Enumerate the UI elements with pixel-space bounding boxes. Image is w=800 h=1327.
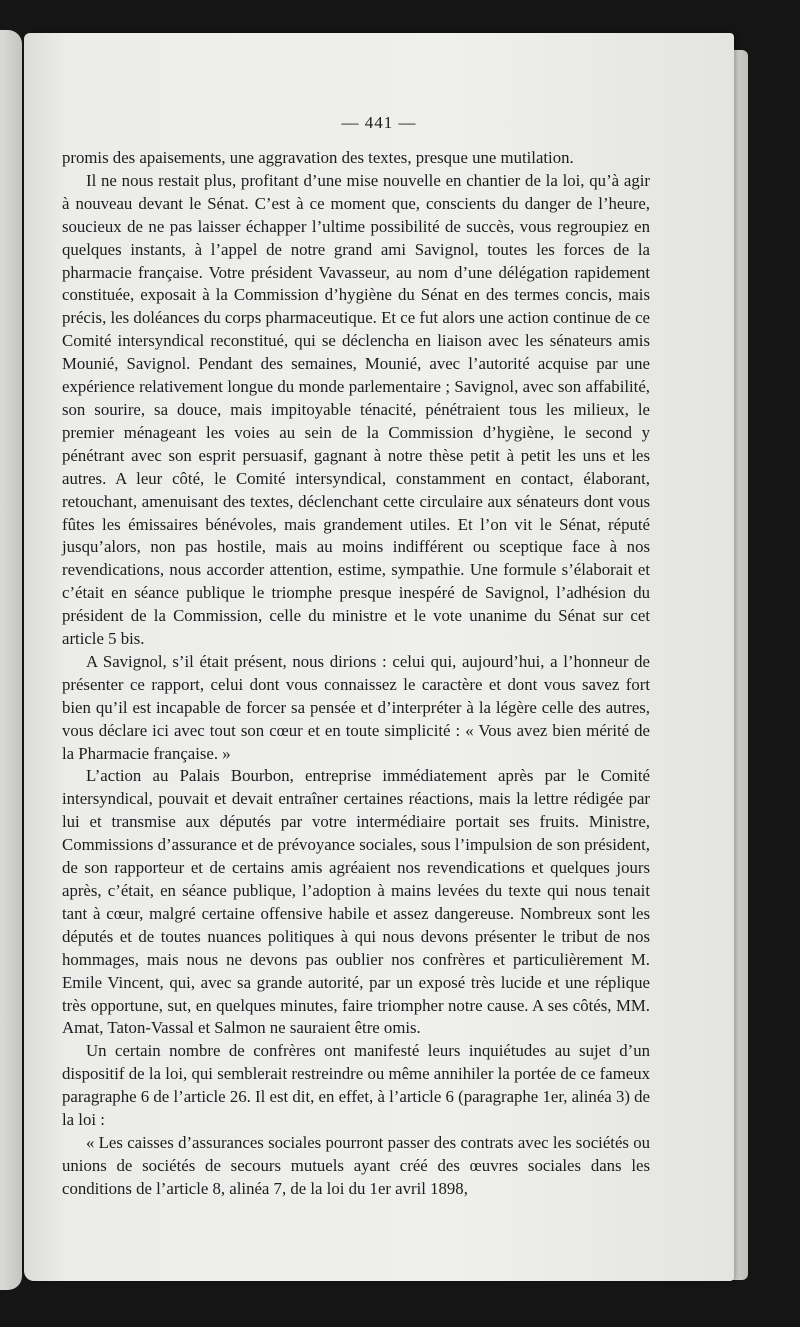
book-page — [24, 33, 734, 1281]
paragraph-3: A Savignol, s’il était présent, nous dirions : celui qui, aujourd’hui, a l’honneur de présenter ce rapport, celui dont vous connaissez le caractère et dont vous savez fort bien qu’il est incapable de forcer sa pensée et d’interpréter à la légère celle des autres, vous déclare ici avec tout son cœur et en toute simplicité : « Vous avez bien mérité de la Pharmacie française. » — [62, 651, 650, 763]
paragraph-6: « Les caisses d’assurances sociales pourront passer des contrats avec les sociétés ou unions de sociétés de secours mutuels ayant créé des œuvres sociales dans les conditions de l’article 8, alinéa 7, de la loi du 1er avril 1898, — [62, 1132, 650, 1198]
paragraph-4: L’action au Palais Bourbon, entreprise immédiatement après par le Comité intersyndical, pouvait et devait entraîner certaines réactions, mais la lettre rédigée par lui et transmise aux députés par votre intermédiaire portait ses fruits. Ministre, Commissions d’assurance et de prévoyance sociales, sous l’impulsion de son président, de son rapporteur et de certains amis agréaient nos revendications et quelques jours après, c’était, en séance publique, l’adoption à mains levées du texte qui nous tenait tant à cœur, malgré certaine offensive habile et assez dangereuse. Nombreux sont les députés et de toutes nuances politiques à qui nous devons présenter le tribut de nos hommages, mais nous ne devons pas oublier nos confrères et particulièrement M. Emile Vincent, qui, avec sa grande autorité, par un exposé très lucide et une réplique très opportune, sut, en quelques minutes, faire triompher notre cause. A ses côtés, MM. Amat, Taton-Vassal et Salmon ne sauraient être omis. — [62, 766, 650, 1038]
paragraph-1: promis des apaisements, une aggravation des textes, presque une mutilation. — [62, 148, 574, 167]
page-number: — 441 — — [341, 113, 417, 132]
paragraph-2: Il ne nous restait plus, profitant d’une mise nouvelle en chantier de la loi, qu’à agir à nouveau devant le Sénat. C’est à ce moment que, conscients du danger de l’heure, soucieux de ne pas laisser échapper l’ultime possibilité de succès, vous regroupiez en quelques instants, à l’appel de notre grand ami Savignol, toutes les forces de la pharmacie française. Votre président Vavasseur, au nom d’une délégation rapidement constituée, exposait à la Commission d’hygiène du Sénat en des termes concis, mais précis, les doléances du corps pharmaceutique. Et ce fut alors une action continue de ce Comité intersyndical reconstitué, qui se déclencha en liaison avec les sénateurs amis Mounié, Savignol. Pendant des semaines, Mounié, avec l’autorité acquise par une expérience relativement longue du monde parlementaire ; Savignol, avec son affabilité, son sourire, sa douce, mais impitoyable ténacité, pénétraient tous les milieux, le premier ménageant les voies au sein de la Commission d’hygiène, le second y pénétrant avec son esprit persuasif, gagnant à notre thèse petit à petit les uns et les autres. A leur côté, le Comité intersyndical, constamment en contact, élaborant, retouchant, amenuisant des textes, déclenchant cette circulaire aux sénateurs dont vous fûtes les émissaires bénévoles, mais grandement utiles. Et l’on vit le Sénat, réputé jusqu’alors, non pas hostile, mais au moins indifférent ou sceptique face à nos revendications, nous accorder attention, estime, sympathie. Une formule s’élaborait et c’était en séance publique le triomphe presque inespéré de Savignol, l’adhésion du président de la Commission, celle du ministre et le vote unanime du Sénat sur cet article 5 bis. — [62, 170, 650, 649]
left-page-edge — [0, 30, 22, 1290]
paragraph-5: Un certain nombre de confrères ont manifesté leurs inquiétudes au sujet d’un dispositif de la loi, qui semblerait restreindre ou même annihiler la portée de ce fameux paragraphe 6 de l’article 26. Il est dit, en effet, à l’article 6 (paragraphe 1er, alinéa 3) de la loi : — [62, 1041, 650, 1130]
body-text — [62, 147, 650, 1201]
